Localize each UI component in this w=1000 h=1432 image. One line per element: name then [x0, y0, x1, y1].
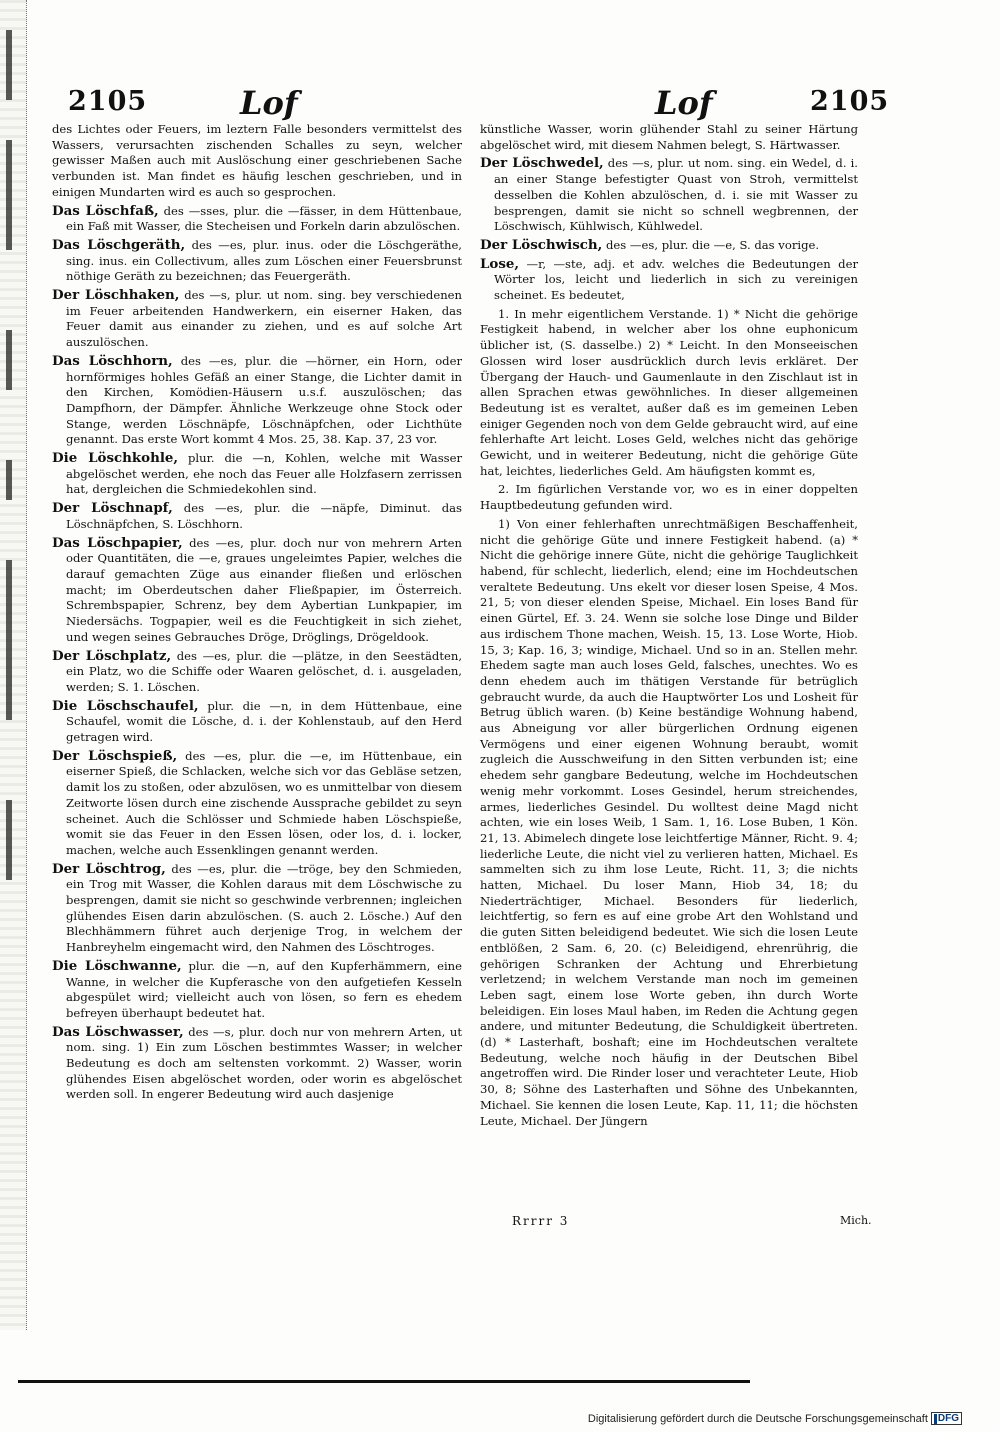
entry-text: des —s, plur. doch nur von mehrern Arten, ut nom. sing. 1) Ein zum Löschen bestimmtes Wasser; in welcher Bedeutung es doch am seltensten vorkommt. 2) Wasser, worin glühendes Eisen abgelöschet worden, oder worin es abgelöschet werden soll. In engerer Bedeutung wird auch dasjenige — [66, 1024, 462, 1102]
entry-headword: Lose, — [480, 255, 520, 272]
entry-headword: Die Löschschaufel, — [52, 697, 199, 714]
running-head-left: Lof — [240, 84, 298, 122]
entry-headword: Das Löschpapier, — [52, 534, 183, 551]
entry-headword: Der Löschwisch, — [480, 236, 603, 253]
dfg-logo — [931, 1412, 962, 1425]
entry-text: plur. die —n, in dem Hüttenbaue, eine Schaufel, womit die Lösche, d. i. der Kohlenstaub, auf den Herd getragen wird. — [66, 698, 462, 745]
entry-headword: Der Löschspieß, — [52, 747, 178, 764]
entry-headword: Das Löschfaß, — [52, 202, 159, 219]
digitization-footer — [588, 1412, 962, 1425]
entry-text: plur. die —n, Kohlen, welche mit Wasser abgelöschet werden, ehe noch das Feuer alle Holzfasern zerrissen hat, dergleichen die Schmiedekohlen sind. — [66, 451, 462, 497]
dfg-logo-text: DFG — [937, 1413, 959, 1424]
entry-text: 2. Im figürlichen Verstande vor, wo es in einer doppelten Hauptbedeutung gefunden wird. — [480, 482, 858, 513]
dictionary-entry — [480, 238, 858, 254]
page-number-right: 2105 — [810, 86, 890, 117]
dictionary-entry — [52, 1025, 462, 1104]
entry-text: plur. die —n, auf den Kupferhämmern, eine Wanne, in welcher die Kupferasche von den aufgetiefen Kesseln abgespület wird; vielleicht auch von lösen, so fern es ehedem befreyen überhaupt bedeutet hat. — [66, 958, 463, 1020]
dictionary-entry — [52, 501, 462, 532]
entry-headword: Der Löschhaken, — [52, 287, 180, 304]
dictionary-entry — [52, 536, 462, 646]
scanned-binding-edge — [0, 0, 27, 1330]
entry-text: des —es, plur. die —e, im Hüttenbaue, ein eiserner Spieß, die Schlacken, welche sich vor das Gebläse setzen, damit los zu stoßen, oder abzulösen, wo es unmittelbar von diesem Zeitworte lösen durch eine zischende Aussprache gebildet zu seyn scheinet. Auch die Schlösser und Schmiede haben Löschspieße, womit sie das Feuer in den Essen lösen, oder los, d. i. locker, machen, welche auch Essenklingen genannt werden. — [66, 748, 462, 857]
edge-mark — [6, 560, 12, 720]
entry-text: des —es, plur. die —e, S. das vorige. — [602, 237, 820, 252]
entry-text: des —es, plur. die —plätze, in den Seestädten, ein Platz, wo die Schiffe oder Waaren gelöschet, d. i. ausgeladen, werden; S. 1. Löschen. — [66, 648, 462, 694]
entry-headword: Das Löschgeräth, — [52, 236, 186, 253]
signature-catchword: Rrrrr 3 — [512, 1214, 570, 1228]
entry-text: —r, —ste, adj. et adv. welches die Bedeutungen der Wörter los, leicht und liederlich in sich zu vereinigen scheinet. Es bedeutet, — [494, 256, 858, 303]
footer-credit: Digitalisierung gefördert durch die Deutsche Forschungsgemeinschaft — [587, 1412, 928, 1425]
entry-text: des —s, plur. ut nom. sing. ein Wedel, d. i. an einer Stange befestigter Quast von Stroh, vermittelst desselben die Kohlen abzulöschen, d. i. sie mit Wasser zu besprengen, damit sie nicht so schnell wegbrennen, der Löschwisch, Kühlwisch, Kühlwedel. — [494, 156, 858, 234]
dictionary-entry — [480, 156, 858, 235]
entry-text: des —es, plur. die —tröge, bey den Schmieden, ein Trog mit Wasser, die Kohlen daraus mit dem Löschwische zu besprengen, damit sie nicht so geschwinde verbrennen; ingleichen glühendes Eisen darin abzulöschen. (S. auch 2. Lösche.) Auf den Blechhämmern führet auch derjenige Trog, in welchem der Hanbreyhelm eingemacht wird, den Nahmen des Löschtroges. — [66, 861, 462, 955]
dictionary-entry — [52, 749, 462, 859]
dictionary-entry — [480, 517, 858, 1129]
dfg-logo-bar-icon — [934, 1414, 937, 1424]
entry-headword: Der Löschplatz, — [52, 647, 172, 664]
dictionary-entry — [52, 354, 462, 448]
edge-mark — [6, 140, 12, 250]
page-number-left: 2105 — [68, 86, 148, 117]
dictionary-entry — [52, 959, 462, 1022]
entry-text: des —es, plur. doch nur von mehrern Arten oder Quantitäten, die —e, graues ungeleimtes Papier, welches die darauf gemachten Züge aus einander fließen und erlöschen macht; im Oberdeutschen daher Fließpapier, im Österreich. Schrembspapier, Schrenz, bey dem Aybertian Lunkpapier, im Niedersächs. Togpapier, weil es die Feuchtigkeit in sich ziehet, und wegen seines Gebrauches Dröge, Dröglings, Drögeldook. — [66, 535, 462, 644]
dictionary-entry — [480, 257, 858, 304]
catchword-next: Mich. — [840, 1214, 872, 1227]
entry-headword: Die Löschkohle, — [52, 450, 179, 467]
entry-headword: Der Löschwedel, — [480, 155, 604, 172]
dictionary-entry — [52, 451, 462, 498]
dictionary-entry — [52, 862, 462, 956]
dictionary-entry — [480, 307, 858, 480]
dictionary-entry — [480, 482, 858, 513]
edge-mark — [6, 460, 12, 500]
edge-mark — [6, 30, 12, 100]
dictionary-entry — [52, 288, 462, 351]
entry-text: 1) Von einer fehlerhaften unrechtmäßigen Beschaffenheit, nicht die gehörige Güte und innere Festigkeit habend. (a) * Nicht die gehörige innere Güte, nicht die gehörige Tauglichkeit habend, für schlecht, liederlich, elend; eine im Hochdeutschen veraltete Bedeutung. Uns ekelt vor dieser losen Speise, 4 Mos. 21, 5; von dieser elenden Speise, Michael. Ein loses Band für einen Gürtel, Ef. 3. 24. Wenn sie solche lose Dinge und Bilder aus irdischem Thone machen, Weish. 15, 13. Lose Worte, Hiob. 15, 3; Kap. 16, 3; windige, Michael. Und so in an. Stellen mehr. Ehedem sagte man auch loses Geld, falsches, unechtes. Wo es denn ehedem auch im thätigen Verstande für betrüglich gebraucht wurde, da auch die Hauptwörter Los und Losheit für Betrug üblich waren. (b) Keine beständige Wohnung habend, aus Abneigung vor aller bürgerlichen Ordnung eigenen Vermögens und einer eigenen Wohnung beraubt, womit zugleich die Ausschweifung in den Sitten verbunden ist; eine ehedem sehr gangbare Bedeutung, welche im Hochdeutschen wenig mehr vorkommt. Loses Gesindel, herum streichendes, armes, liederliches Gesindel. Du wolltest deine Magd nicht achten, wie ein loses Weib, 1 Sam. 1, 16. Lose Buben, 1 Kön. 21, 13. Abimelech dingete lose leichtfertige Männer, Richt. 9. 4; liederliche Leute, die nicht viel zu verlieren hatten, Michael. Es sammelten sich zu ihm lose Leute, Richt. 11, 3; die nichts hatten, Michael. Du loser Mann, Hiob 34, 18; du Niederträchtiger, Michael. Besonders für liederlich, leichtfertig, so fern es auf eine grobe Art den Wohlstand und die guten Sitten beleidigend bedeutet. Wie sich die losen Leute entblößen, 2 Sam. 6, 20. (c) Beleidigend, ehrenrührig, die gehörigen Schranken der Achtung und Ehrerbietung verletzend; in welchem Verstande man noch im gemeinen Leben sagt, einem lose Worte geben, ihn durch Worte beleidigen. Ein loses Maul haben, im Reden die Achtung gegen andere, und mitunter Bedeutung, die Schuldigkeit übertreten. (d) * Lasterhaft, boshaft; eine im Hochdeutschen veraltete Bedeutung, welche noch häufig in der Deutschen Bibel angetroffen wird. Die Rinder loser und verachteter Leute, Hiob 30, 8; Söhne des Lasterhaften und Söhne des Unbekannten, Michael. Sie kennen die losen Leute, Kap. 11, 11; die höchsten Leute, Michael. Der Jüngern — [480, 516, 858, 1128]
entry-headword: Das Löschhorn, — [52, 352, 173, 369]
entry-text: des —es, plur. die —näpfe, Diminut. das Löschnäpfchen, S. Löschhorn. — [66, 501, 462, 531]
left-column — [52, 122, 462, 1106]
entry-text: des —es, plur. die —hörner, ein Horn, oder hornförmiges hohles Gefäß an einer Stange, die Lichter damit in den Kirchen, Komödien-Häusern u.s.f. auszulöschen; das Dampfhorn, der Dämpfer. Ähnliche Werkzeuge ohne Stock oder Stange, werden Löschnäpfe, Löschnäpfchen, oder Lichthüte genannt. Das erste Wort kommt 4 Mos. 25, 38. Kap. 37, 23 vor. — [66, 353, 462, 447]
right-column — [480, 122, 858, 1132]
dictionary-entry — [52, 649, 462, 696]
entry-text: des —s, plur. ut nom. sing. bey verschiedenen im Feuer arbeitenden Handwerkern, ein eiserner Haken, das Feuer damit aus einander zu ziehen, und es auf solche Art auszulöschen. — [66, 288, 462, 350]
entry-headword: Der Löschtrog, — [52, 860, 166, 877]
entry-headword: Das Löschwasser, — [52, 1023, 184, 1040]
edge-mark — [6, 330, 12, 390]
dictionary-entry — [52, 122, 462, 201]
entry-text: des —sses, plur. die —fässer, in dem Hüttenbaue, ein Faß mit Wasser, die Stecheisen und Forkeln darin abzulöschen. — [66, 203, 462, 234]
edge-mark — [6, 800, 12, 880]
running-head-right: Lof — [655, 84, 713, 122]
entry-text: des Lichtes oder Feuers, im leztern Falle besonders vermittelst des Wassers, verursachten zischenden Schalles zu seyn, welcher gewisser Maßen auch mit Auslöschung einer geschriebenen Sache verbunden ist. Man findet es häufig leschen geschrieben, und in einigen Mundarten wird es auch so gesprochen. — [52, 122, 462, 199]
dictionary-entry — [52, 204, 462, 235]
dictionary-entry — [52, 238, 462, 285]
dictionary-entry — [52, 699, 462, 746]
entry-text: künstliche Wasser, worin glühender Stahl zu seiner Härtung abgelöschet wird, mit diesem Nahmen belegt, S. Härtwasser. — [480, 122, 858, 152]
entry-text: 1. In mehr eigentlichem Verstande. 1) * Nicht die gehörige Festigkeit habend, in welcher aber los ohne euphonicum üblicher ist, (S. dasselbe.) 2) * Leicht. In den Monseeischen Glossen wird loser ausdrücklich durch levis erkläret. Der Übergang der Hauch- und Gaumenlaute in den Zischlaut ist in allen Sprachen etwas gewöhnliches. In dieser allgemeinen Bedeutung ist es veraltet, außer daß es im gemeinen Leben einiger Gegenden noch von dem Gelde gebraucht wird, auf eine fehlerhafte Art leicht. Loses Geld, welches nicht das gehörige Gewicht, und in weiterer Bedeutung, nicht die gehörige Güte hat, leichtes, liederliches Geld. Am häufigsten kommt es, — [480, 306, 858, 478]
entry-headword: Die Löschwanne, — [52, 957, 182, 974]
entry-text: des —es, plur. inus. oder die Löschgeräthe, sing. inus. ein Collectivum, alles zum Löschen einer Feuersbrunst nöthige Geräth zu bezeichnen; das Feuergeräth. — [66, 237, 462, 284]
dictionary-entry — [480, 122, 858, 153]
bottom-rule — [18, 1380, 750, 1383]
entry-headword: Der Löschnapf, — [52, 500, 173, 517]
